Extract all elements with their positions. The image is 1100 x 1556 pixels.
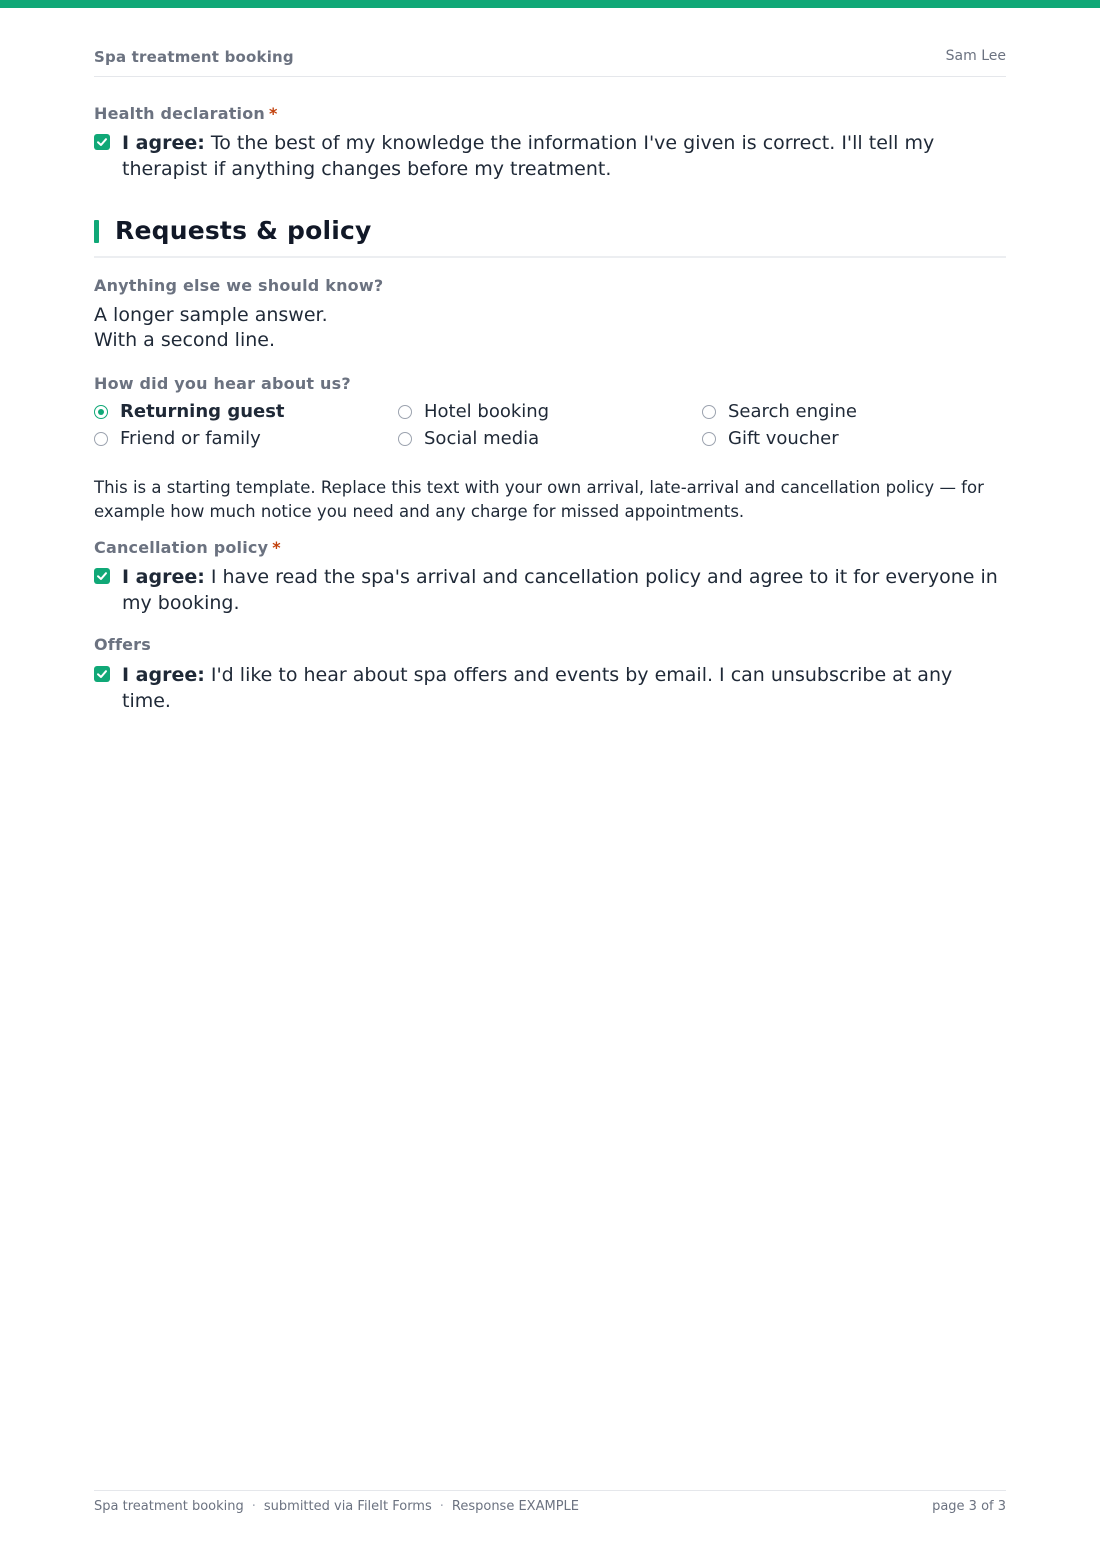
health-declaration-label [94,104,278,123]
policy-description: This is a starting template. Replace this text with your own arrival, late-arrival and cancellation policy — for example how much notice you need and any charge for missed appointments. [94,478,984,521]
radio-option-label: Returning guest [120,401,285,422]
cancellation-policy-label-text: Cancellation policy [94,538,269,557]
offers-checkbox[interactable] [94,666,110,682]
cancellation-policy-checkbox[interactable] [94,568,110,584]
section-title: Requests & policy [115,216,372,245]
page-header [94,48,1006,77]
notes-answer-line-2: With a second line. [94,329,275,351]
radio-empty-icon [398,432,412,446]
health-declaration-agree-row [94,130,1006,182]
footer-submitted-via: submitted via FileIt Forms [263,1499,432,1514]
offers-label: Offers [94,635,151,654]
radio-option-label: Social media [424,428,540,449]
agree-statement: I have read the spa's arrival and cancellation policy and agree to it for everyone in my booking. [122,566,998,614]
footer-separator: · [251,1499,256,1514]
section-heading [94,216,1006,258]
radio-option-label: Hotel booking [424,401,550,422]
footer-response-id: Response EXAMPLE [451,1499,579,1514]
radio-selected-icon [94,405,108,419]
page-footer [94,1490,1006,1521]
required-marker: * [269,104,278,123]
notes-label: Anything else we should know? [94,276,384,295]
radio-option-label: Friend or family [120,428,261,449]
footer-form-name: Spa treatment booking [94,1499,244,1514]
health-declaration-checkbox[interactable] [94,134,110,150]
agree-prefix: I agree: [122,132,205,154]
radio-option-label: Gift voucher [728,428,839,449]
checkmark-icon [94,134,110,150]
radio-empty-icon [702,405,716,419]
cancellation-policy-label [94,538,281,557]
form-title: Spa treatment booking [94,48,294,66]
offers-text [122,662,1006,714]
notes-answer-line-1: A longer sample answer. [94,304,328,326]
radio-empty-icon [398,405,412,419]
radio-empty-icon [94,432,108,446]
required-marker: * [272,538,281,557]
agree-statement: I'd like to hear about spa offers and events by email. I can unsubscribe at any time. [122,664,953,712]
offers-agree-row [94,662,1006,714]
cancellation-policy-text [122,564,1006,616]
agree-prefix: I agree: [122,664,205,686]
footer-separator: · [439,1499,444,1514]
agree-prefix: I agree: [122,566,205,588]
footer-meta [94,1499,579,1514]
respondent-name: Sam Lee [945,48,1006,64]
section-accent-bar [94,220,99,243]
radio-option-label: Search engine [728,401,857,422]
checkmark-icon [94,568,110,584]
radio-empty-icon [702,432,716,446]
checkmark-icon [94,666,110,682]
health-declaration-text [122,130,1006,182]
health-declaration-label-text: Health declaration [94,104,266,123]
top-accent-bar [0,0,1100,8]
agree-statement: To the best of my knowledge the information I've given is correct. I'll tell my therapist if anything changes before my treatment. [122,132,935,180]
referral-label: How did you hear about us? [94,374,351,393]
page-number: page 3 of 3 [932,1499,1006,1514]
cancellation-agree-row [94,564,1006,616]
